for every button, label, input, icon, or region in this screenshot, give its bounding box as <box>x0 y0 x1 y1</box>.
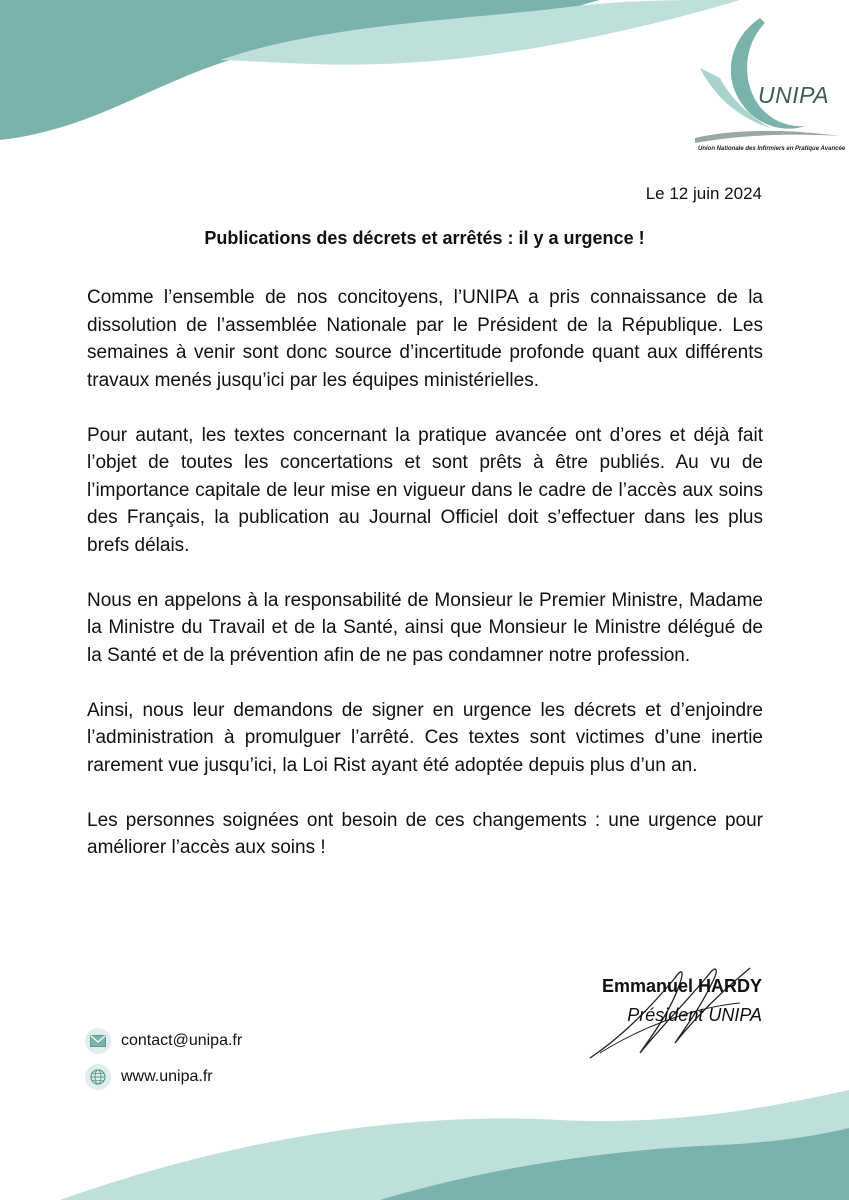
paragraph-4: Ainsi, nous leur demandons de signer en urgence les décrets et d’enjoindre l’administration à promulguer l’arrêté. Ces textes sont victimes d’une inertie rarement vue jusqu’ici, la Loi Rist ayant été adoptée depuis plus d’un an. <box>87 699 763 776</box>
signatory-role: Président UNIPA <box>627 1005 762 1025</box>
paragraph-5: Les personnes soignées ont besoin de ces changements : une urgence pour améliorer l’accès aux soins ! <box>87 809 763 858</box>
contact-website[interactable]: www.unipa.fr <box>121 1068 213 1085</box>
logo-tagline: Union Nationale des Infirmiers en Pratique Avancée <box>698 146 846 152</box>
logo-wordmark: UNIPA <box>758 82 830 108</box>
paragraph-1: Comme l’ensemble de nos concitoyens, l’UNIPA a pris connaissance de la dissolution de l’assemblée Nationale par le Président de la République. Les semaines à venir sont donc source d’incertitude profonde quant aux différents travaux menés jusqu’ici par les équipes ministérielles. <box>87 287 763 391</box>
signatory-name: Emmanuel HARDY <box>601 976 762 996</box>
contact-website-row[interactable] <box>85 1064 213 1090</box>
paragraph-2: Pour autant, les textes concernant la pratique avancée ont d’ores et déjà fait l’objet de toutes les concertations et sont prêts à être publiés. Au vu de l’importance capitale de leur mise en vigueur dans le cadre de l’accès aux soins des Français, la publication au Journal Officiel doit s’effectuer dans les plus brefs délais. <box>87 424 763 556</box>
footer-wave-decoration <box>0 1090 849 1200</box>
contact-email[interactable]: contact@unipa.fr <box>121 1032 243 1049</box>
globe-icon <box>85 1064 111 1090</box>
contact-email-row[interactable] <box>85 1028 242 1054</box>
paragraph-3: Nous en appelons à la responsabilité de Monsieur le Premier Ministre, Madame la Ministre du Travail et de la Santé, ainsi que Monsieur le Ministre délégué de la Santé et de la prévention afin de ne pas condamner notre profession. <box>87 589 763 666</box>
envelope-icon <box>85 1028 111 1054</box>
document-body <box>87 284 763 889</box>
document-title: Publications des décrets et arrêtés : il y a urgence ! <box>204 228 645 248</box>
document-date: Le 12 juin 2024 <box>645 184 762 203</box>
